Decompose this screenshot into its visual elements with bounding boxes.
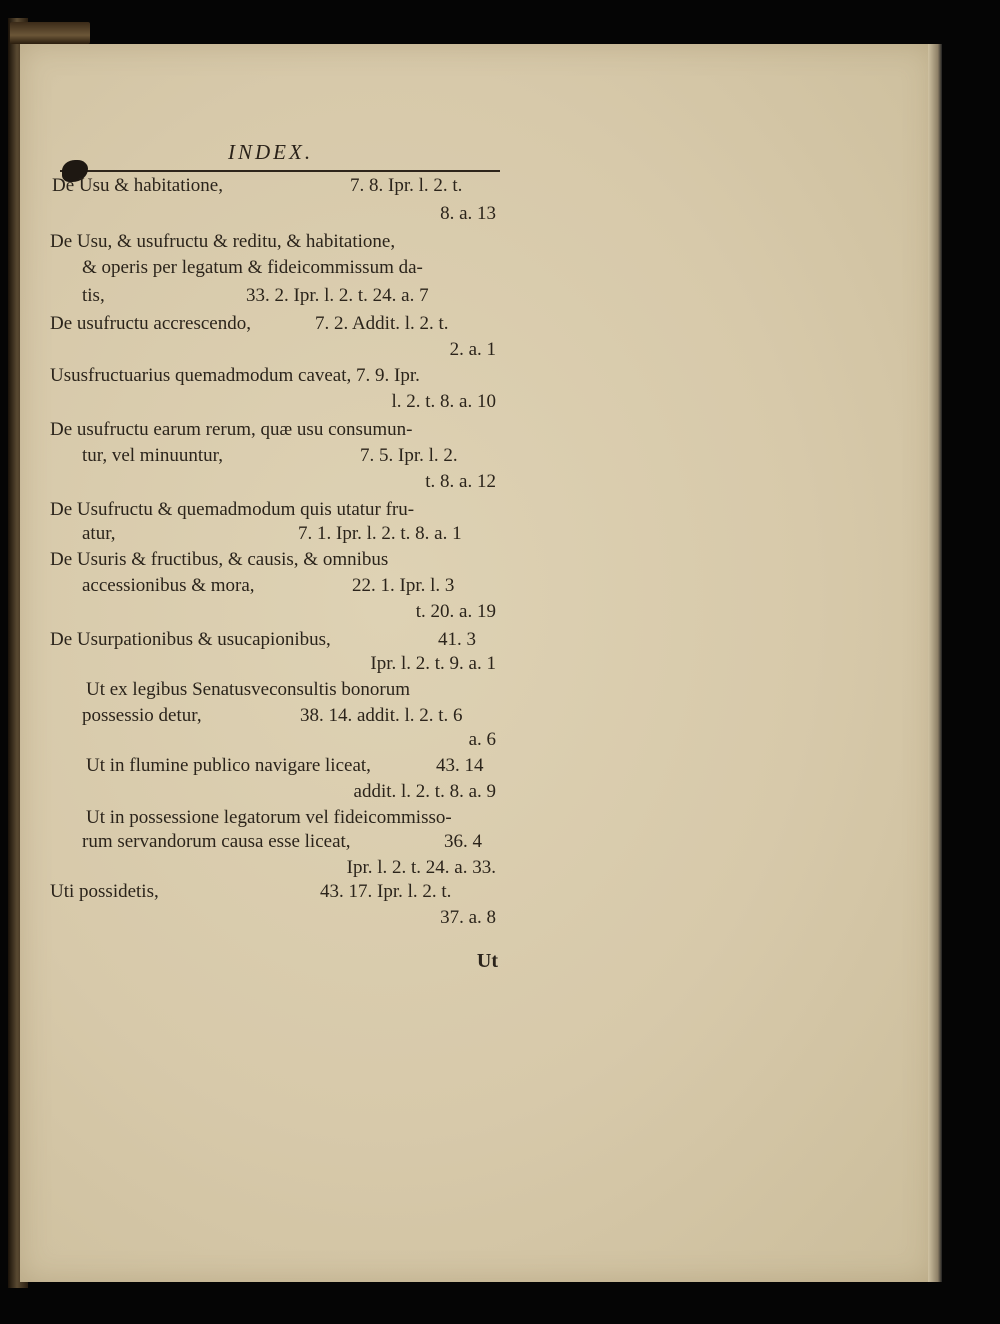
index-entry-text: De Usurpationibus & usucapionibus,	[50, 629, 331, 650]
index-entry-ref: 22. 1. Ipr. l. 3	[352, 575, 455, 596]
index-entry-text: Ut in possessione legatorum vel fideicommisso-	[86, 807, 452, 828]
index-entry-ref: 33. 2. Ipr. l. 2. t. 24. a. 7	[246, 285, 429, 306]
index-entry-ref: 7. 1. Ipr. l. 2. t. 8. a. 1	[298, 523, 462, 544]
index-entry-ref: 8. a. 13	[440, 203, 496, 224]
index-entry-text: possessio detur,	[82, 705, 202, 726]
index-entry-text: De Usu & habitatione,	[52, 175, 223, 196]
index-entry-ref: 7. 8. Ipr. l. 2. t.	[350, 175, 463, 196]
index-entry-ref: 43. 17. Ipr. l. 2. t.	[320, 881, 452, 902]
index-entry-text: Ut ex legibus Senatusveconsultis bonorum	[86, 679, 411, 700]
page-edge	[928, 44, 942, 1282]
index-entry-ref: 7. 2. Addit. l. 2. t.	[315, 313, 449, 334]
index-entry-ref: Ipr. l. 2. t. 24. a. 33.	[346, 857, 496, 878]
header-rule	[60, 170, 500, 172]
index-entry-ref: 37. a. 8	[440, 907, 496, 928]
page-header: INDEX.	[228, 140, 314, 164]
index-entry-ref: 36. 4	[444, 831, 482, 852]
book-spine-top	[10, 22, 90, 44]
index-entry-ref: 2. a. 1	[449, 339, 496, 360]
index-entry-text: Ut in flumine publico navigare liceat,	[86, 755, 371, 776]
index-entry-text: De usufructu accrescendo,	[50, 313, 251, 334]
index-entry-ref: a. 6	[468, 729, 496, 750]
index-entry-text: Uti possidetis,	[50, 881, 159, 902]
index-entry-text: De Usuris & fructibus, & causis, & omnibus	[50, 549, 389, 570]
index-entry-ref: addit. l. 2. t. 8. a. 9	[353, 781, 496, 802]
index-entry-text: tur, vel minuuntur,	[82, 445, 223, 466]
index-entry-ref: t. 8. a. 12	[425, 471, 496, 492]
index-entry-ref: t. 20. a. 19	[415, 601, 496, 622]
index-entry-text: accessionibus & mora,	[82, 575, 255, 596]
index-entry-text: atur,	[82, 523, 116, 544]
index-entry-ref: Ipr. l. 2. t. 9. a. 1	[370, 653, 496, 674]
index-entry-text: De usufructu earum rerum, quæ usu consumun-	[50, 419, 413, 440]
index-entry-ref: 41. 3	[438, 629, 476, 650]
index-entry-text: De Usufructu & quemadmodum quis utatur fru-	[50, 499, 415, 520]
index-entry-ref: 43. 14	[436, 755, 484, 776]
index-entry-ref: 38. 14. addit. l. 2. t. 6	[300, 705, 463, 726]
index-entry-ref: l. 2. t. 8. a. 10	[391, 391, 496, 412]
index-entry-text: Ususfructuarius quemadmodum caveat, 7. 9. Ipr.	[50, 365, 420, 386]
index-entry-text: tis,	[82, 285, 105, 306]
index-entry-text: rum servandorum causa esse liceat,	[82, 831, 351, 852]
index-entry-text: De Usu, & usufructu & reditu, & habitatione,	[50, 231, 396, 252]
catchword: Ut	[476, 950, 498, 972]
index-entry-text: & operis per legatum & fideicommissum da-	[82, 257, 423, 278]
index-entry-ref: 7. 5. Ipr. l. 2.	[360, 445, 458, 466]
